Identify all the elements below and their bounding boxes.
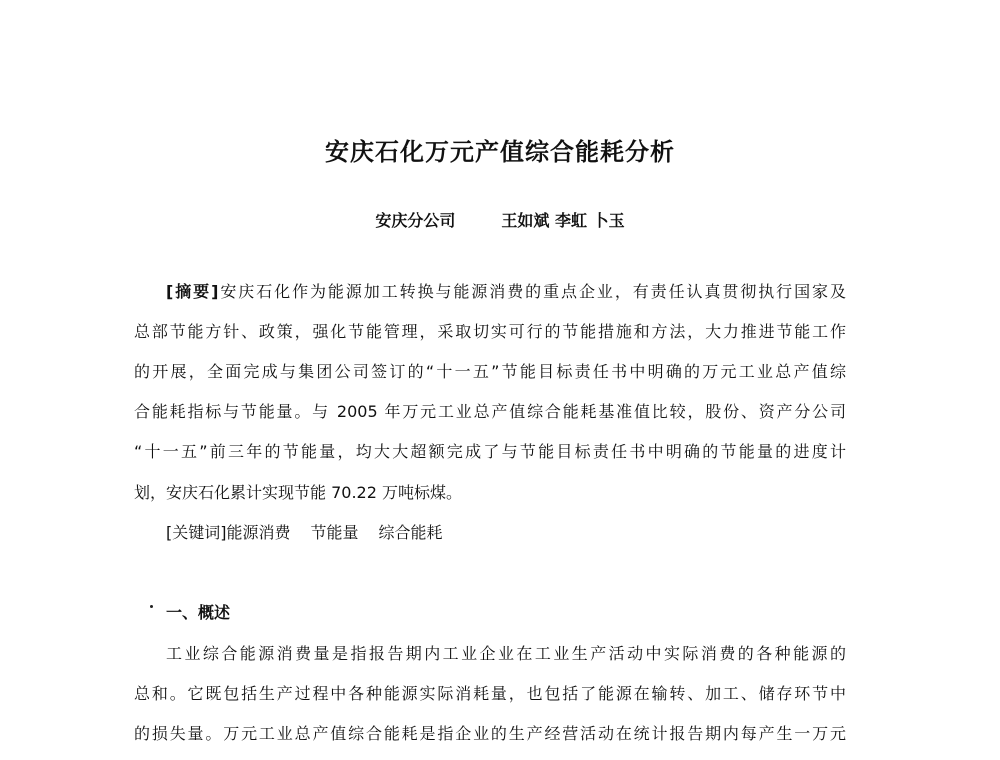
scan-dot — [150, 605, 153, 608]
keyword-3: 综合能耗 — [378, 523, 443, 542]
abstract-line-6: 划，安庆石化累计实现节能 70.22 万吨标煤。 — [134, 483, 462, 502]
keyword-1: 能源消费 — [226, 523, 291, 542]
body-line-1: 工业综合能源消费量是指报告期内工业企业在工业生产活动中实际消费的各种能源的 — [166, 644, 846, 663]
abstract-line-3: 的开展，全面完成与集团公司签订的“十一五”节能目标责任书中明确的万元工业总产值综 — [134, 362, 846, 381]
affiliation: 安庆分公司 — [375, 211, 456, 230]
abstract-line-4: 合能耗指标与节能量。与 2005 年万元工业总产值综合能耗基准值比较，股份、资产分公司 — [134, 402, 846, 421]
abstract-line-1 — [166, 279, 846, 305]
body-line-3: 的损失量。万元工业总产值综合能耗是指企业的生产经营活动在统计报告期内每产生一万元 — [134, 724, 846, 743]
keyword-2: 节能量 — [310, 523, 359, 542]
abstract-label: [摘要] — [166, 282, 219, 301]
abstract-line-5: “十一五”前三年的节能量，均大大超额完成了与节能目标责任书中明确的节能量的进度计 — [134, 442, 846, 461]
abstract-line-2: 总部节能方针、政策，强化节能管理，采取切实可行的节能措施和方法，大力推进节能工作 — [134, 322, 846, 341]
body-line-2: 总和。它既包括生产过程中各种能源实际消耗量，也包括了能源在输转、加工、储存环节中 — [134, 684, 846, 703]
authors: 王如斌 李虹 卜玉 — [501, 211, 625, 230]
paper-title: 安庆石化万元产值综合能耗分析 — [325, 138, 675, 166]
byline — [0, 208, 1000, 234]
keywords — [166, 520, 443, 546]
abstract-line-1-text: 安庆石化作为能源加工转换与能源消费的重点企业，有责任认真贯彻执行国家及 — [218, 282, 846, 301]
section-heading: 一、概述 — [166, 603, 231, 622]
keywords-label: [关键词] — [166, 523, 227, 542]
